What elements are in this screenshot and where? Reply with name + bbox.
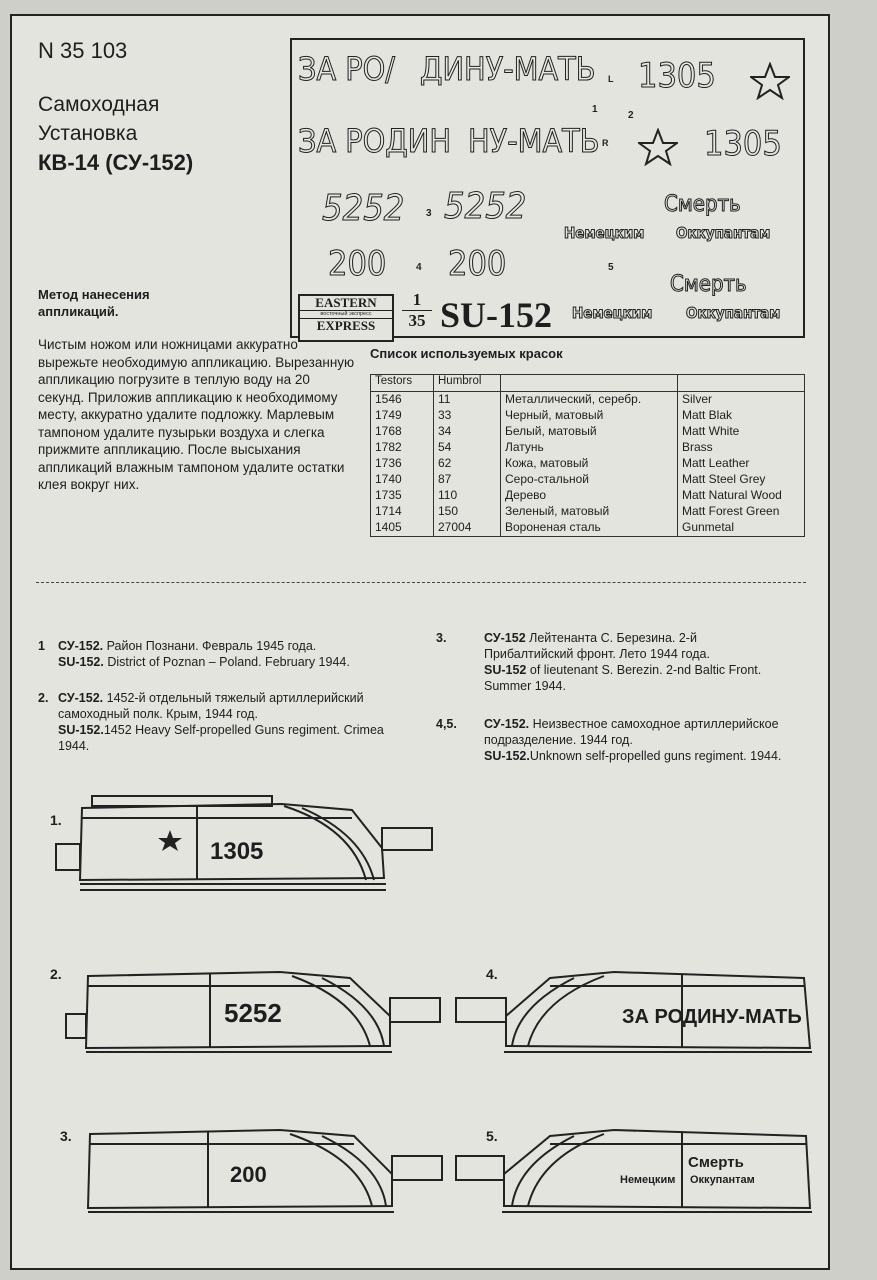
decal-index-3: 3 (426, 208, 432, 219)
decal-200-left: 200 (328, 244, 387, 284)
paint-humbrol: 54 (434, 440, 501, 456)
caption-4-5-en-model: SU-152. (484, 749, 530, 763)
paint-humbrol: 110 (434, 488, 501, 504)
instruction-sheet (10, 14, 830, 1270)
paint-humbrol: 11 (434, 392, 501, 409)
kit-title (38, 90, 193, 178)
paint-humbrol: 150 (434, 504, 501, 520)
paint-row (371, 456, 805, 472)
paint-name-en: Matt Leather (678, 456, 805, 472)
paint-name-ru: Кожа, матовый (501, 456, 678, 472)
decal-smert-b: Смерть (670, 272, 747, 297)
decal-index-5: 5 (608, 262, 614, 273)
col-humbrol: Humbrol (434, 375, 501, 392)
caption-4-5 (436, 716, 826, 764)
paint-humbrol: 87 (434, 472, 501, 488)
decal-1305-right: 1305 (704, 124, 782, 164)
caption-2-ru: 1452-й отдельный тяжелый артиллерийский самоходный полк. Крым, 1944 год. (58, 691, 364, 721)
paint-row (371, 488, 805, 504)
paint-testors: 1740 (371, 472, 434, 488)
paint-testors: 1736 (371, 456, 434, 472)
caption-2-en-model: SU-152. (58, 723, 104, 737)
figure-4-label: 4. (486, 966, 498, 982)
paint-name-en: Matt Forest Green (678, 504, 805, 520)
decal-5252-right: 5252 (444, 186, 527, 227)
caption-1-en-model: SU-152. (58, 655, 104, 669)
col-testors: Testors (371, 375, 434, 392)
scale-denominator: 35 (402, 310, 432, 331)
decal-slogan-left-part2: ДИНУ-МАТЬ (420, 50, 596, 88)
scale-indicator (402, 290, 432, 331)
paint-name-ru: Дерево (501, 488, 678, 504)
decal-nemetskim-a: Немецким (564, 224, 645, 242)
tank-profile-4 (454, 952, 824, 1062)
caption-2 (38, 690, 408, 754)
divider (36, 582, 806, 583)
caption-4-5-en: Unknown self-propelled guns regiment. 1944. (529, 749, 782, 763)
figure-1-label: 1. (50, 812, 62, 828)
caption-2-en: 1452 Heavy Self-propelled Guns regiment. Crimea 1944. (58, 723, 384, 753)
paint-row (371, 424, 805, 440)
paint-row (371, 504, 805, 520)
caption-3-en-model: SU-152 (484, 663, 527, 677)
decal-slogan-right-part1: ЗА РОДИН (298, 122, 451, 160)
decal-star-right-icon (638, 128, 678, 166)
caption-1-en: District of Poznan – Poland. February 1944. (103, 655, 350, 669)
tank-profile-1 (52, 788, 442, 896)
title-line-3: КВ-14 (СУ-152) (38, 150, 194, 175)
caption-4-5-ru-model: СУ-152. (484, 717, 530, 731)
paint-name-en: Brass (678, 440, 805, 456)
method-title: Метод нанесения аппликаций. (38, 287, 150, 319)
paint-name-ru: Серо-стальной (501, 472, 678, 488)
paint-testors: 1546 (371, 392, 434, 409)
caption-3-ru: Лейтенанта С. Березина. 2-й Прибалтийский фронт. Лето 1944 года. (484, 631, 710, 661)
decal-sheet (290, 38, 805, 338)
logo-express: EXPRESS (300, 318, 392, 333)
kit-number: N 35 103 (38, 38, 128, 63)
scale-numerator: 1 (412, 290, 422, 309)
eastern-express-logo (298, 294, 394, 342)
decal-index-1: 1 (592, 104, 598, 115)
paint-testors: 1749 (371, 408, 434, 424)
decal-smert-a: Смерть (664, 192, 741, 217)
caption-1 (38, 638, 418, 670)
tank-profile-5 (454, 1112, 824, 1222)
caption-1-ru: Район Познани. Февраль 1945 года. (103, 639, 317, 653)
tank-4-marking: ЗА РОДИНУ-МАТЬ (622, 1006, 802, 1028)
col-name-en (678, 375, 805, 392)
paint-name-ru: Вороненая сталь (501, 520, 678, 537)
paint-name-en: Matt White (678, 424, 805, 440)
caption-3-number: 3. (436, 631, 447, 645)
paint-name-en: Matt Natural Wood (678, 488, 805, 504)
caption-4-5-number: 4,5. (436, 717, 457, 731)
caption-2-ru-model: СУ-152. (58, 691, 104, 705)
paint-table (370, 374, 805, 537)
decal-nemetskim-b: Немецким (572, 304, 653, 322)
paint-testors: 1782 (371, 440, 434, 456)
paint-humbrol: 33 (434, 408, 501, 424)
paint-row (371, 440, 805, 456)
paint-testors: 1768 (371, 424, 434, 440)
caption-2-number: 2. (38, 691, 49, 705)
paint-list-title: Список используемых красок (370, 346, 563, 361)
decal-5252-left: 5252 (322, 188, 405, 229)
paint-testors: 1735 (371, 488, 434, 504)
paint-name-ru: Металлический, серебр. (501, 392, 678, 409)
tank-2-marking: 5252 (224, 998, 282, 1028)
decal-side-r: R (602, 138, 609, 148)
method-text: Чистым ножом или ножницами аккуратно вырежьте необходимую аппликацию. Вырезанную аппликацию погрузите в теплую воду на 20 секунд. Приложив аппликацию к необходимому месту, аккуратно удалите подложку. Марлевым тампоном удалите пузырьки воздуха и слегка прижмите аппликацию. После высыхания аппликаций влажным тампоном удалите остатки клея вокруг них. (38, 337, 355, 492)
decal-index-4: 4 (416, 262, 422, 273)
figure-3-label: 3. (60, 1128, 72, 1144)
paint-name-en: Matt Blak (678, 408, 805, 424)
tank-5-drawing (454, 1112, 824, 1222)
paint-name-ru: Белый, матовый (501, 424, 678, 440)
figure-2-label: 2. (50, 966, 62, 982)
tank-5-okkupantam: Оккупантам (690, 1174, 755, 1186)
decal-slogan-right-part2: НУ-МАТЬ (468, 122, 600, 160)
paint-name-en: Matt Steel Grey (678, 472, 805, 488)
tank-1-marking: 1305 (210, 838, 264, 865)
col-name-ru (501, 375, 678, 392)
figure-5-label: 5. (486, 1128, 498, 1144)
caption-4-5-ru: Неизвестное самоходное артиллерийское подразделение. 1944 год. (484, 717, 779, 747)
paint-name-en: Gunmetal (678, 520, 805, 537)
decal-okkupantam-b: Оккупантам (686, 304, 781, 322)
decal-1305-left: 1305 (638, 56, 716, 96)
caption-3 (436, 630, 766, 694)
paint-row (371, 472, 805, 488)
paint-name-ru: Латунь (501, 440, 678, 456)
caption-3-ru-model: СУ-152 (484, 631, 526, 645)
paint-name-ru: Зеленый, матовый (501, 504, 678, 520)
title-line-1: Самоходная (38, 93, 160, 116)
logo-eastern: EASTERN (300, 296, 392, 311)
model-name: SU-152 (440, 295, 553, 335)
title-line-2: Установка (38, 122, 138, 145)
tank-1-star-icon (158, 830, 182, 851)
tank-3-marking: 200 (230, 1162, 267, 1187)
decal-okkupantam-a: Оккупантам (676, 224, 771, 242)
paint-row (371, 520, 805, 537)
decal-index-2: 2 (628, 110, 634, 121)
tank-profile-3 (64, 1112, 454, 1222)
decal-star-left-icon (750, 62, 790, 100)
paint-humbrol: 27004 (434, 520, 501, 537)
paint-name-en: Silver (678, 392, 805, 409)
decal-slogan-left-part1: ЗА РО/ (298, 50, 395, 88)
paint-row (371, 392, 805, 409)
paint-row (371, 408, 805, 424)
caption-1-ru-model: СУ-152. (58, 639, 104, 653)
caption-3-en: of lieutenant S. Berezin. 2-nd Baltic Front. Summer 1944. (484, 663, 762, 693)
caption-1-number: 1 (38, 639, 45, 653)
tank-5-smert: Смерть (688, 1154, 744, 1171)
paint-humbrol: 34 (434, 424, 501, 440)
paint-name-ru: Черный, матовый (501, 408, 678, 424)
logo-subtitle: восточный экспресс (320, 311, 372, 317)
decal-side-l: L (608, 74, 614, 84)
tank-profile-2 (60, 952, 450, 1062)
paint-testors: 1714 (371, 504, 434, 520)
paint-testors: 1405 (371, 520, 434, 537)
tank-5-nemetskim: Немецким (620, 1174, 676, 1186)
decal-200-right: 200 (448, 244, 507, 284)
paint-humbrol: 62 (434, 456, 501, 472)
